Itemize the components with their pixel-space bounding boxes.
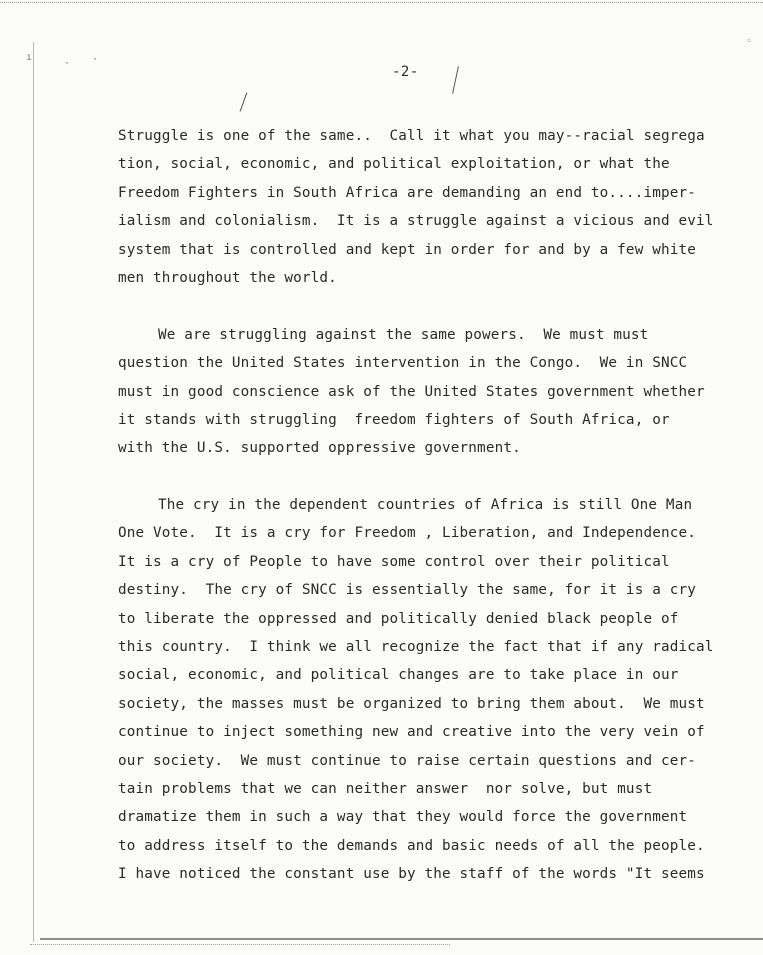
text-line: The cry in the dependent countries of Africa is still One Man: [158, 497, 693, 514]
page-number: -2-: [392, 64, 419, 80]
text-line: to liberate the oppressed and politically denied black people of: [118, 610, 679, 627]
scan-speck: ı: [26, 52, 33, 63]
text-line: One Vote. It is a cry for Freedom , Liberation, and Independence.: [118, 525, 696, 542]
text-line: tion, social, economic, and political exploitation, or what the: [118, 156, 670, 173]
text-line: question the United States intervention in the Congo. We in SNCC: [118, 355, 688, 372]
text-line: it stands with struggling freedom fighters of South Africa, or: [118, 411, 670, 428]
pencil-mark: [240, 92, 248, 111]
text-line: We are struggling against the same powers. We must must: [158, 326, 649, 343]
text-line: to address itself to the demands and basic needs of all the people.: [118, 837, 705, 854]
paragraph-gap: [118, 292, 718, 320]
text-line: It is a cry of People to have some control over their political: [118, 553, 670, 570]
text-line: dramatize them in such a way that they would force the government: [118, 809, 688, 826]
scan-speck: ◦: [746, 36, 753, 47]
paragraph-gap: [118, 463, 718, 491]
text-line: Struggle is one of the same.. Call it what you may--racial segrega: [118, 128, 705, 144]
text-line: Freedom Fighters in South Africa are demanding an end to....imper-: [118, 184, 696, 201]
body-text: [118, 122, 718, 889]
top-edge-dots: [0, 2, 763, 3]
text-line: continue to inject something new and creative into the very vein of: [118, 724, 705, 741]
text-line: I have noticed the constant use by the staff of the words "It seems: [118, 866, 705, 883]
text-line: this country. I think we all recognize the fact that if any radical: [118, 639, 714, 656]
text-line: system that is controlled and kept in order for and by a few white: [118, 241, 696, 258]
pencil-mark: [452, 66, 459, 94]
text-line: men throughout the world.: [118, 269, 337, 286]
text-line: with the U.S. supported oppressive government.: [118, 440, 521, 457]
text-line: ialism and colonialism. It is a struggle against a vicious and evil: [118, 213, 714, 230]
text-line: tain problems that we can neither answer nor solve, but must: [118, 780, 653, 797]
bottom-dotted-rule: [30, 944, 450, 945]
scan-speck: ·: [92, 54, 99, 65]
text-line: our society. We must continue to raise certain questions and cer-: [118, 752, 696, 769]
text-line: social, economic, and political changes are to take place in our: [118, 667, 679, 684]
scan-speck: ·: [64, 58, 71, 69]
text-line: must in good conscience ask of the United States government whether: [118, 383, 705, 400]
text-line: destiny. The cry of SNCC is essentially the same, for it is a cry: [118, 582, 696, 599]
bottom-rule: [40, 938, 763, 940]
text-line: society, the masses must be organized to bring them about. We must: [118, 695, 705, 712]
left-margin-rule: [33, 42, 34, 942]
